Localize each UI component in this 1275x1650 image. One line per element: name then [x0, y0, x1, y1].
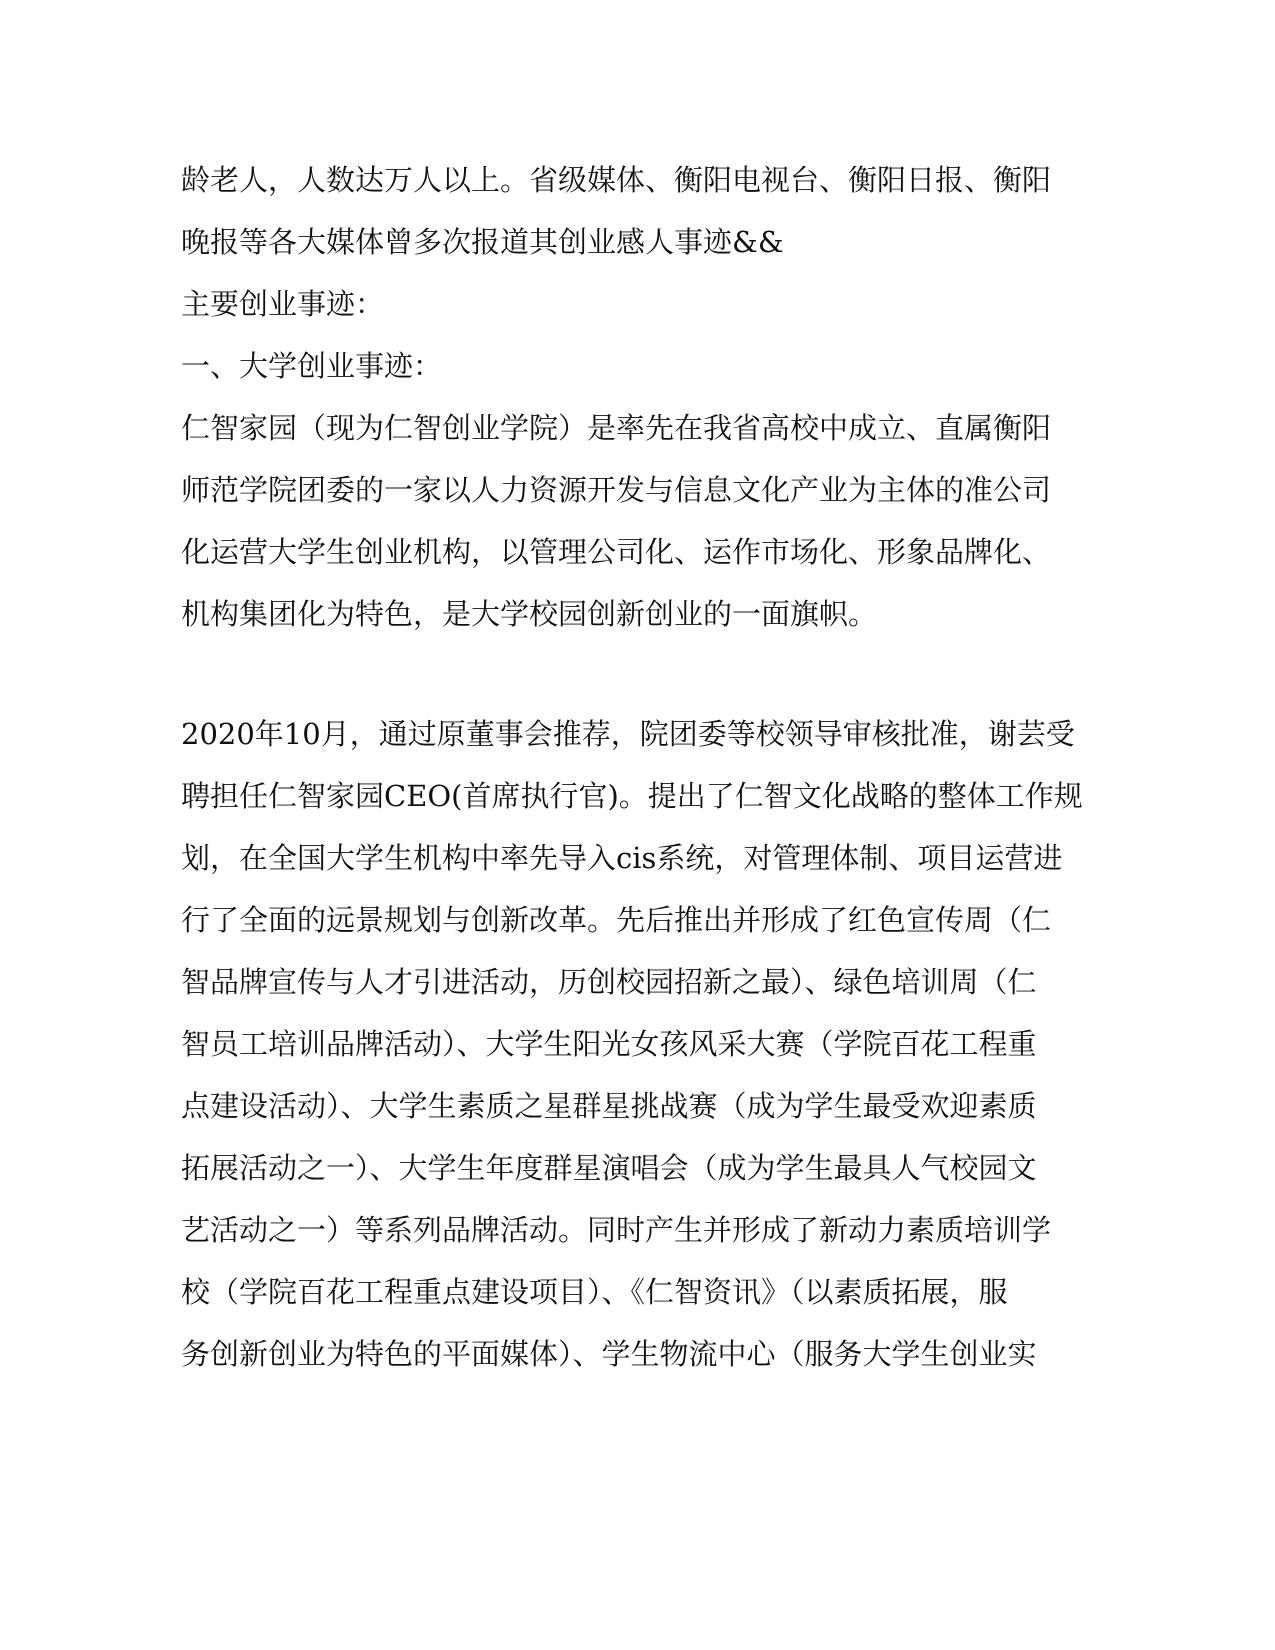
text-line: 智员工培训品牌活动）、大学生阳光女孩风采大赛（学院百花工程重 — [181, 1027, 1037, 1061]
text-line: 行了全面的远景规划与创新改革。先后推出并形成了红色宣传周（仁 — [181, 903, 1052, 937]
text-line: 智品牌宣传与人才引进活动，历创校园招新之最）、绿色培训周（仁 — [181, 965, 1037, 999]
text-line: 艺活动之一）等系列品牌活动。同时产生并形成了新动力素质培训学 — [181, 1213, 1052, 1247]
text-line: 划，在全国大学生机构中率先导入cis系统，对管理体制、项目运营进 — [181, 841, 1063, 875]
text-line: 拓展活动之一）、大学生年度群星演唱会（成为学生最具人气校园文 — [181, 1151, 1037, 1185]
text-line: 务创新创业为特色的平面媒体）、学生物流中心（服务大学生创业实 — [181, 1337, 1037, 1371]
section-heading: 主要创业事迹： — [181, 287, 385, 321]
text-block-intro — [181, 149, 1052, 645]
text-line: 化运营大学生创业机构，以管理公司化、运作市场化、形象品牌化、 — [181, 535, 1052, 569]
text-line: 点建设活动）、大学生素质之星群星挑战赛（成为学生最受欢迎素质 — [181, 1089, 1037, 1123]
text-line: 2020年10月，通过原董事会推荐，院团委等校领导审核批准，谢芸受 — [181, 717, 1075, 751]
subsection-heading: 一、大学创业事迹： — [181, 349, 443, 383]
text-line: 师范学院团委的一家以人力资源开发与信息文化产业为主体的准公司 — [181, 473, 1052, 507]
text-line: 聘担任仁智家园CEO(首席执行官)。提出了仁智文化战略的整体工作规 — [181, 779, 1083, 813]
text-block-main — [181, 703, 1083, 1385]
text-line: 机构集团化为特色，是大学校园创新创业的一面旗帜。 — [181, 597, 878, 631]
text-line: 晚报等各大媒体曾多次报道其创业感人事迹&& — [181, 225, 784, 259]
text-line: 龄老人，人数达万人以上。省级媒体、衡阳电视台、衡阳日报、衡阳 — [181, 163, 1052, 197]
text-line: 校（学院百花工程重点建设项目）、《仁智资讯》（以素质拓展，服 — [181, 1275, 1008, 1309]
text-line: 仁智家园（现为仁智创业学院）是率先在我省高校中成立、直属衡阳 — [181, 411, 1052, 445]
